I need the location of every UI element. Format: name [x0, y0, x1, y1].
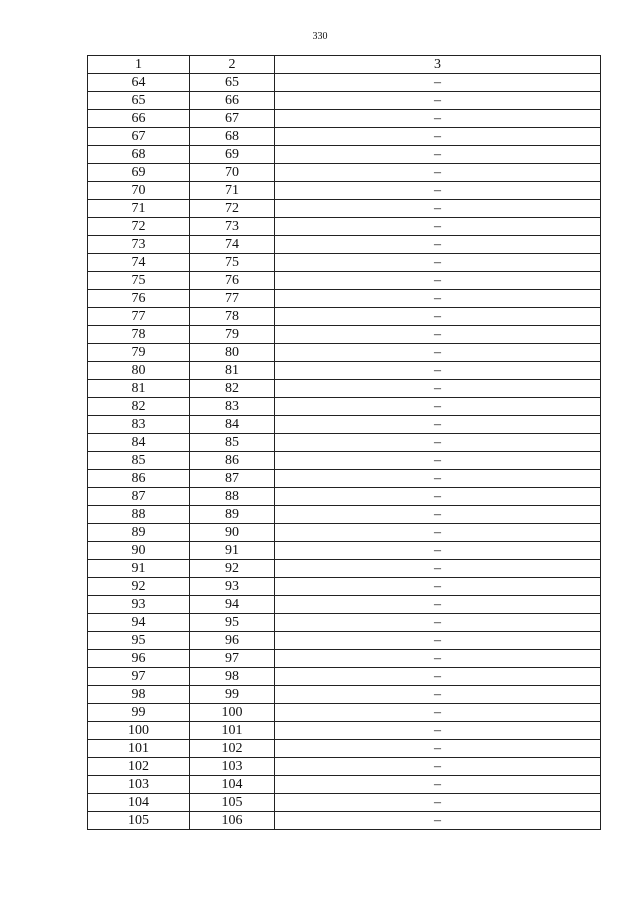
table-cell-col-3: – — [275, 686, 601, 704]
table-cell-col-3: – — [275, 650, 601, 668]
table-cell-col-1: 103 — [88, 776, 190, 794]
table-cell-col-2: 100 — [190, 704, 275, 722]
table-row — [88, 128, 601, 146]
table-cell-col-2: 101 — [190, 722, 275, 740]
table-cell-col-2: 89 — [190, 506, 275, 524]
table-row — [88, 470, 601, 488]
table-row — [88, 776, 601, 794]
table-cell-col-2: 94 — [190, 596, 275, 614]
table-cell-col-1: 64 — [88, 74, 190, 92]
table-cell-col-1: 66 — [88, 110, 190, 128]
table-cell-col-1: 77 — [88, 308, 190, 326]
table-cell-col-2: 99 — [190, 686, 275, 704]
table-row — [88, 146, 601, 164]
table-cell-col-2: 83 — [190, 398, 275, 416]
table-row — [88, 326, 601, 344]
table-cell-col-1: 90 — [88, 542, 190, 560]
table-row — [88, 632, 601, 650]
table-cell-col-1: 91 — [88, 560, 190, 578]
table-row — [88, 434, 601, 452]
table-cell-col-3: – — [275, 308, 601, 326]
table-cell-col-2: 97 — [190, 650, 275, 668]
table-cell-col-3: – — [275, 110, 601, 128]
table-row — [88, 542, 601, 560]
table-cell-col-2: 103 — [190, 758, 275, 776]
table-row — [88, 74, 601, 92]
table-body — [88, 74, 601, 830]
table-header — [88, 56, 601, 74]
table-row — [88, 794, 601, 812]
table-row — [88, 596, 601, 614]
table-cell-col-3: – — [275, 290, 601, 308]
table-cell-col-3: – — [275, 722, 601, 740]
header-cell-1: 1 — [88, 56, 190, 74]
table-cell-col-2: 65 — [190, 74, 275, 92]
table-cell-col-1: 96 — [88, 650, 190, 668]
table-cell-col-3: – — [275, 362, 601, 380]
table-cell-col-1: 93 — [88, 596, 190, 614]
table-cell-col-2: 96 — [190, 632, 275, 650]
table-cell-col-3: – — [275, 416, 601, 434]
table-cell-col-2: 73 — [190, 218, 275, 236]
table-cell-col-1: 86 — [88, 470, 190, 488]
table-cell-col-3: – — [275, 326, 601, 344]
table-row — [88, 416, 601, 434]
table-cell-col-1: 105 — [88, 812, 190, 830]
table-cell-col-1: 98 — [88, 686, 190, 704]
table-cell-col-2: 69 — [190, 146, 275, 164]
table-cell-col-3: – — [275, 614, 601, 632]
table-cell-col-2: 95 — [190, 614, 275, 632]
table-cell-col-3: – — [275, 524, 601, 542]
table-cell-col-3: – — [275, 596, 601, 614]
table-cell-col-1: 74 — [88, 254, 190, 272]
table-cell-col-1: 80 — [88, 362, 190, 380]
table-cell-col-2: 91 — [190, 542, 275, 560]
table-cell-col-1: 89 — [88, 524, 190, 542]
table-cell-col-2: 81 — [190, 362, 275, 380]
header-cell-2: 2 — [190, 56, 275, 74]
table-cell-col-1: 100 — [88, 722, 190, 740]
table-cell-col-3: – — [275, 218, 601, 236]
table-row — [88, 110, 601, 128]
table-cell-col-3: – — [275, 92, 601, 110]
table-cell-col-3: – — [275, 488, 601, 506]
table-cell-col-1: 73 — [88, 236, 190, 254]
table-row — [88, 398, 601, 416]
table-cell-col-2: 72 — [190, 200, 275, 218]
table-cell-col-2: 85 — [190, 434, 275, 452]
table-row — [88, 92, 601, 110]
table-cell-col-2: 87 — [190, 470, 275, 488]
table-cell-col-2: 77 — [190, 290, 275, 308]
table-cell-col-3: – — [275, 506, 601, 524]
table-row — [88, 722, 601, 740]
table-cell-col-1: 83 — [88, 416, 190, 434]
table-cell-col-2: 88 — [190, 488, 275, 506]
table-row — [88, 200, 601, 218]
table-row — [88, 218, 601, 236]
table-cell-col-2: 75 — [190, 254, 275, 272]
table-cell-col-1: 101 — [88, 740, 190, 758]
table-cell-col-3: – — [275, 164, 601, 182]
table-cell-col-3: – — [275, 434, 601, 452]
table-cell-col-1: 72 — [88, 218, 190, 236]
table-row — [88, 362, 601, 380]
table-cell-col-2: 70 — [190, 164, 275, 182]
table-cell-col-3: – — [275, 128, 601, 146]
table-cell-col-3: – — [275, 236, 601, 254]
table-row — [88, 650, 601, 668]
table-cell-col-2: 105 — [190, 794, 275, 812]
table-row — [88, 164, 601, 182]
table-row — [88, 380, 601, 398]
table-cell-col-2: 76 — [190, 272, 275, 290]
table-cell-col-3: – — [275, 812, 601, 830]
table-cell-col-3: – — [275, 632, 601, 650]
table-row — [88, 686, 601, 704]
table-row — [88, 254, 601, 272]
table-cell-col-1: 75 — [88, 272, 190, 290]
table-cell-col-1: 71 — [88, 200, 190, 218]
table-cell-col-1: 68 — [88, 146, 190, 164]
table-cell-col-1: 95 — [88, 632, 190, 650]
table-cell-col-1: 65 — [88, 92, 190, 110]
table-cell-col-2: 84 — [190, 416, 275, 434]
table-cell-col-3: – — [275, 794, 601, 812]
table-cell-col-3: – — [275, 398, 601, 416]
table-row — [88, 524, 601, 542]
table-cell-col-3: – — [275, 704, 601, 722]
table-cell-col-2: 66 — [190, 92, 275, 110]
table-cell-col-2: 93 — [190, 578, 275, 596]
table-row — [88, 704, 601, 722]
table-cell-col-3: – — [275, 272, 601, 290]
table-cell-col-1: 76 — [88, 290, 190, 308]
table-cell-col-2: 102 — [190, 740, 275, 758]
table-cell-col-1: 70 — [88, 182, 190, 200]
table-row — [88, 452, 601, 470]
table-cell-col-1: 82 — [88, 398, 190, 416]
table-cell-col-2: 106 — [190, 812, 275, 830]
table-cell-col-1: 79 — [88, 344, 190, 362]
table-cell-col-1: 92 — [88, 578, 190, 596]
table-cell-col-2: 74 — [190, 236, 275, 254]
table-cell-col-3: – — [275, 668, 601, 686]
table-cell-col-3: – — [275, 542, 601, 560]
table-cell-col-1: 99 — [88, 704, 190, 722]
table-cell-col-2: 82 — [190, 380, 275, 398]
table-row — [88, 578, 601, 596]
table-cell-col-1: 87 — [88, 488, 190, 506]
table-cell-col-2: 92 — [190, 560, 275, 578]
table-cell-col-3: – — [275, 560, 601, 578]
table-row — [88, 308, 601, 326]
table-cell-col-1: 85 — [88, 452, 190, 470]
table-row — [88, 812, 601, 830]
table-cell-col-2: 86 — [190, 452, 275, 470]
table-cell-col-3: – — [275, 200, 601, 218]
table-cell-col-1: 88 — [88, 506, 190, 524]
table-cell-col-2: 71 — [190, 182, 275, 200]
table-row — [88, 506, 601, 524]
table-cell-col-1: 84 — [88, 434, 190, 452]
table-cell-col-1: 94 — [88, 614, 190, 632]
table-cell-col-2: 68 — [190, 128, 275, 146]
table-cell-col-3: – — [275, 758, 601, 776]
table-cell-col-2: 78 — [190, 308, 275, 326]
table-cell-col-3: – — [275, 740, 601, 758]
table-cell-col-3: – — [275, 146, 601, 164]
table-row — [88, 560, 601, 578]
page-number: 330 — [312, 31, 328, 42]
data-table — [87, 55, 601, 830]
table-cell-col-3: – — [275, 470, 601, 488]
table-cell-col-2: 79 — [190, 326, 275, 344]
table-row — [88, 272, 601, 290]
table-cell-col-3: – — [275, 578, 601, 596]
table-row — [88, 488, 601, 506]
table-cell-col-1: 69 — [88, 164, 190, 182]
table-cell-col-1: 97 — [88, 668, 190, 686]
table-cell-col-3: – — [275, 74, 601, 92]
table-cell-col-2: 80 — [190, 344, 275, 362]
table-row — [88, 182, 601, 200]
table-cell-col-1: 81 — [88, 380, 190, 398]
table-row — [88, 344, 601, 362]
table-row — [88, 758, 601, 776]
table-row — [88, 668, 601, 686]
header-cell-3: 3 — [275, 56, 601, 74]
table-row — [88, 236, 601, 254]
header-row — [88, 56, 601, 74]
table-cell-col-2: 98 — [190, 668, 275, 686]
table-cell-col-3: – — [275, 254, 601, 272]
table-cell-col-2: 90 — [190, 524, 275, 542]
table-cell-col-1: 78 — [88, 326, 190, 344]
table-cell-col-3: – — [275, 344, 601, 362]
table-cell-col-3: – — [275, 380, 601, 398]
table-row — [88, 290, 601, 308]
table-cell-col-3: – — [275, 182, 601, 200]
table-row — [88, 740, 601, 758]
table-cell-col-1: 102 — [88, 758, 190, 776]
table-cell-col-3: – — [275, 776, 601, 794]
table-cell-col-2: 104 — [190, 776, 275, 794]
table-row — [88, 614, 601, 632]
table-cell-col-1: 104 — [88, 794, 190, 812]
table-cell-col-2: 67 — [190, 110, 275, 128]
table-cell-col-3: – — [275, 452, 601, 470]
table-cell-col-1: 67 — [88, 128, 190, 146]
